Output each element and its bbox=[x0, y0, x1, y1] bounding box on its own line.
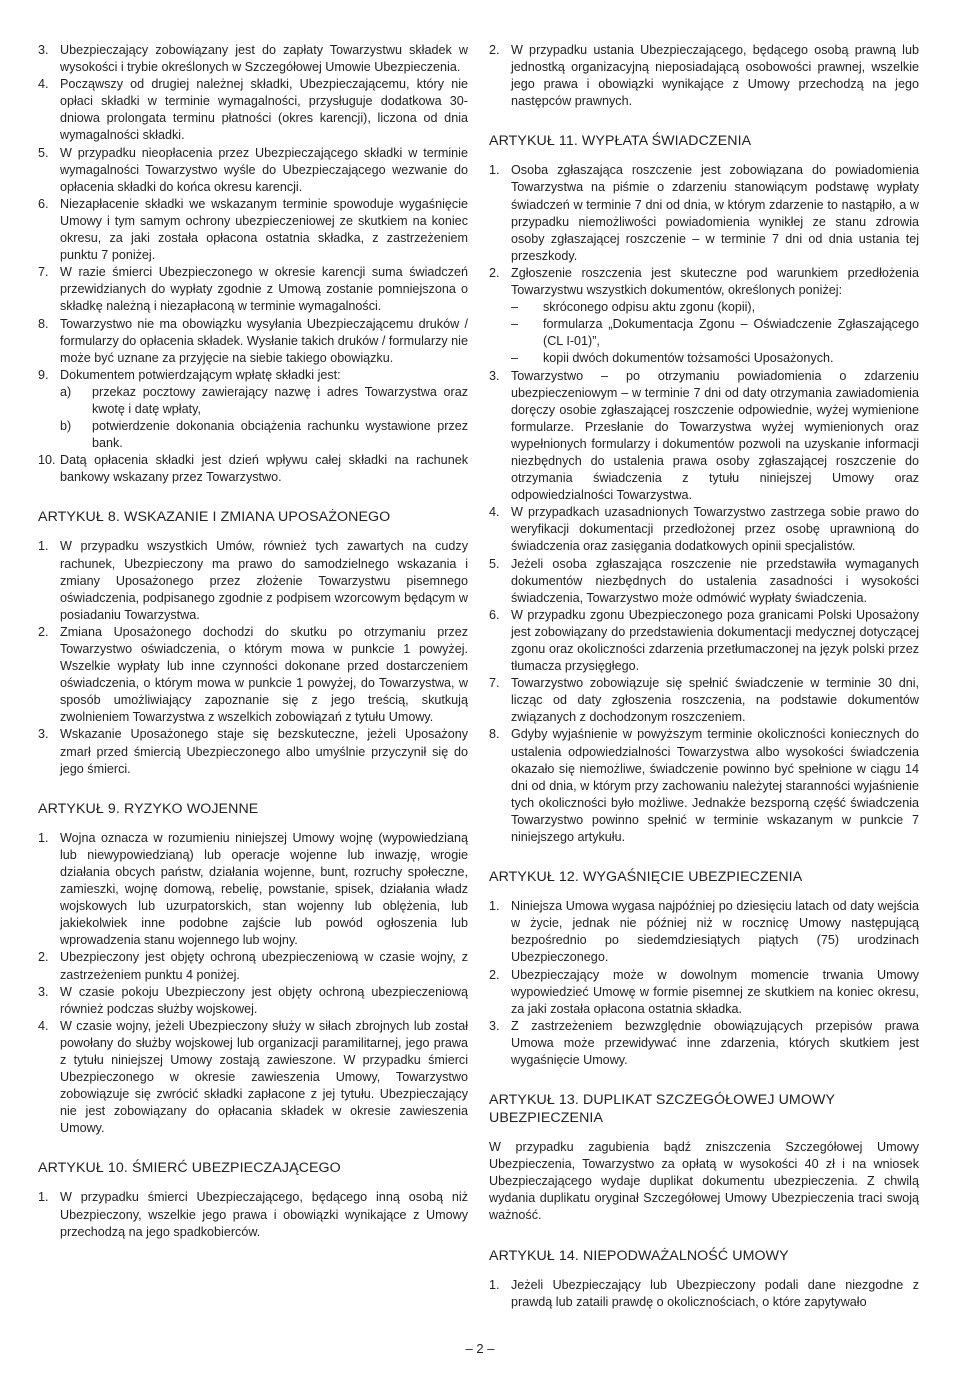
numbered-clause bbox=[489, 42, 919, 110]
clause-number: 8. bbox=[489, 727, 500, 742]
dash-list-item bbox=[489, 299, 919, 316]
clause-text: Z zastrzeżeniem bezwzględnie obowiązujących przepisów prawa Umowa może przewidywać inne zdarzenia, których skutkiem jest wygaśnięcie Umowy. bbox=[511, 1018, 919, 1067]
clause-text: Wskazanie Uposażonego staje się bezskuteczne, jeżeli Uposażony zmarł przed śmiercią Ubezpieczonego albo umyślnie przyczynił się do jego śmierci. bbox=[60, 727, 468, 776]
clause-text: Wojna oznacza w rozumieniu niniejszej Umowy wojnę (wypowiedzianą lub niewypowiedzianą) lub operacje wojenne lub inwazję, wrogie działania obcych państw, działania wojenne, bunt, rozruchy społeczne, zamieszki, wojnę domową, rebelię, powstanie, spisek, działania władz wojskowych lub uzurpatorskich, stan wojenny lub oblężenia, lub jakiekolwiek inne podobne zajście lub powód ogłoszenia lub wprowadzenia stanu wojennego lub wojny. bbox=[60, 830, 468, 948]
article-heading: ARTYKUŁ 14. NIEPODWAŻALNOŚĆ UMOWY bbox=[489, 1247, 789, 1264]
numbered-clause bbox=[38, 42, 468, 76]
sub-clause bbox=[38, 384, 468, 418]
sub-clause bbox=[38, 418, 468, 452]
clause-number: 3. bbox=[489, 368, 500, 383]
dash-list-item bbox=[489, 350, 919, 367]
clause-text: Datą opłacenia składki jest dzień wpływu całej składki na rachunek bankowy wskazany przez Towarzystwo. bbox=[60, 453, 468, 485]
numbered-clause bbox=[489, 162, 919, 265]
clause-text: W czasie pokoju Ubezpieczony jest objęty ochroną ubezpieczeniową również podczas służby wojskowej. bbox=[60, 984, 468, 1016]
clause-number: 6. bbox=[38, 196, 49, 211]
clause-text: Niniejsza Umowa wygasa najpóźniej po dziesięciu latach od daty wejścia w życie, jednak nie później niż w rocznicę Umowy następującą bezpośrednio po siedemdziesiątych piątych (75) urodzinach Ubezpieczonego. bbox=[511, 899, 919, 965]
numbered-clause bbox=[38, 1189, 468, 1240]
clause-number: 2. bbox=[489, 43, 500, 57]
clause-number: 6. bbox=[489, 607, 500, 622]
clause-text: W przypadku śmierci Ubezpieczającego, będącego inną osobą niż Ubezpieczony, wszelkie jego prawa i obowiązki wynikające z Umowy przechodzą na jego spadkobierców. bbox=[60, 1190, 468, 1239]
clause-text: Zmiana Uposażonego dochodzi do skutku po otrzymaniu przez Towarzystwo oświadczenia, o którym mowa w punkcie 1 powyżej. Wszelkie wypłaty lub inne czynności dokonane przed dostarczeniem oświadczenia, o którym mowa w punkcie 1 powyżej, do Towarzystwa, w sposób umożliwiający zapoznanie się z jego treścią, skutkują zwolnieniem Towarzystwa z wszelkich zobowiązań z tytułu Umowy. bbox=[60, 624, 468, 725]
article-heading: ARTYKUŁ 9. RYZYKO WOJENNE bbox=[38, 800, 259, 817]
numbered-clause bbox=[489, 556, 919, 607]
numbered-clause bbox=[489, 607, 919, 675]
clause-text: Ubezpieczający zobowiązany jest do zapłaty Towarzystwu składek w wysokości i trybie określonych w Szczegółowej Umowie Ubezpieczenia. bbox=[60, 43, 468, 75]
clause-number: 1. bbox=[489, 163, 500, 178]
clause-text: Towarzystwo nie ma obowiązku wysyłania Ubezpieczającemu druków / formularzy do opłacenia składek. Wysłanie takich druków / formularzy nie może być uznane za przyjęcie na siebie takiego obowiązku. bbox=[60, 316, 468, 365]
numbered-clause bbox=[38, 264, 468, 315]
numbered-clause bbox=[38, 624, 468, 727]
clause-text: W przypadku ustania Ubezpieczającego, będącego osobą prawną lub jednostką organizacyjną nieposiadającą osobowości prawnej, wszelkie jego prawa i obowiązki wynikające z Umowy przechodzą na jego następców prawnych. bbox=[511, 43, 919, 109]
article-heading: ARTYKUŁ 13. DUPLIKAT SZCZEGÓŁOWEJ UMOWY UBEZPIECZENIA bbox=[489, 1092, 835, 1127]
clause-number: 7. bbox=[489, 676, 500, 691]
clause-number: – bbox=[511, 300, 519, 315]
clause-text: Towarzystwo zobowiązuje się spełnić świadczenie w terminie 30 dni, licząc od daty zgłoszenia roszczenia, na podstawie dokumentów związanych z dochodzonym roszczeniem. bbox=[511, 676, 919, 725]
clause-number: 5. bbox=[489, 556, 500, 571]
numbered-clause bbox=[38, 830, 468, 950]
article-heading: ARTYKUŁ 10. ŚMIERĆ UBEZPIECZAJĄCEGO bbox=[38, 1160, 341, 1177]
paragraph: W przypadku zagubienia bądź zniszczenia Szczegółowej Umowy Ubezpieczenia, Towarzystwo za opłatą w wysokości 40 zł i na wniosek Ubezpieczającego wydaje duplikat dokumentu ubezpieczenia. Z chwilą wydania duplikatu oryginał Szczegółowej Umowy Ubezpieczenia traci swoją ważność. bbox=[489, 1140, 919, 1223]
clause-text: W przypadku zgonu Ubezpieczonego poza granicami Polski Uposażony jest zobowiązany do przedstawienia dokumentacji medycznej dotyczącej zgonu oraz okoliczności zdarzenia przetłumaczonej na język polski przez tłumacza przysięgłego. bbox=[511, 607, 919, 674]
clause-text: skróconego odpisu aktu zgonu (kopii), bbox=[543, 300, 756, 315]
page-number: – 2 – bbox=[465, 1341, 495, 1356]
numbered-clause bbox=[489, 1277, 919, 1311]
clause-number: 7. bbox=[38, 265, 49, 280]
clause-number: 3. bbox=[38, 43, 49, 57]
clause-text: formularza „Dokumentacja Zgonu – Oświadczenie Zgłaszającego (CL I-01)”, bbox=[543, 317, 919, 349]
numbered-clause bbox=[489, 675, 919, 726]
clause-number: 1. bbox=[38, 830, 49, 845]
dash-list-item bbox=[489, 316, 919, 350]
clause-text: Gdyby wyjaśnienie w powyższym terminie okoliczności koniecznych do ustalenia odpowiedzialności Towarzystwa albo wysokości świadczenia okazało się niemożliwe, świadczenie powinno być spełnione w ciągu 14 dni od dnia, w którym przy zachowaniu należytej staranności wyjaśnienie tych okoliczności było możliwe. Jednakże bezsporną część świadczenia Towarzystwo powinno spełnić w terminie wskazanym w punkcie 7 niniejszego artykułu. bbox=[511, 727, 919, 845]
clause-number: 4. bbox=[489, 505, 500, 520]
clause-number: – bbox=[511, 351, 519, 366]
clause-number: 10. bbox=[38, 453, 56, 468]
clause-text: Jeżeli osoba zgłaszająca roszczenie nie przedstawiła wymaganych dokumentów niezbędnych do ustalenia zasadności i wysokości świadczenia, Towarzystwo może odmówić wypłaty świadczenia. bbox=[511, 556, 919, 605]
clause-number: 9. bbox=[38, 367, 49, 382]
article-heading: ARTYKUŁ 12. WYGAŚNIĘCIE UBEZPIECZENIA bbox=[489, 869, 803, 886]
numbered-clause bbox=[38, 196, 468, 264]
clause-number: 2. bbox=[489, 967, 500, 982]
clause-number: a) bbox=[60, 384, 72, 399]
numbered-clause bbox=[38, 1018, 468, 1138]
clause-number: 5. bbox=[38, 145, 49, 160]
right-column bbox=[489, 42, 919, 1311]
clause-text: Jeżeli Ubezpieczający lub Ubezpieczony podali dane niezgodne z prawdą lub zataili prawdę o okolicznościach, o które zapytywało bbox=[511, 1277, 919, 1309]
clause-text: W czasie wojny, jeżeli Ubezpieczony służy w siłach zbrojnych lub został powołany do służby wojskowej lub organizacji paramilitarnej, jego prawa z tytułu niniejszej Umowy zostają zawieszone. W przypadku śmierci Ubezpieczonego w okresie zawieszenia Umowy, Towarzystwo zobowiązuje się zwrócić składki zapłacone z jej tytułu. Ubezpieczający nie jest zobowiązany do opłacania składek w okresie zawieszenia Umowy. bbox=[60, 1018, 468, 1136]
numbered-clause bbox=[38, 316, 468, 367]
numbered-clause bbox=[38, 538, 468, 623]
numbered-clause bbox=[489, 726, 919, 846]
clause-number: 8. bbox=[38, 316, 49, 331]
clause-number: 4. bbox=[38, 77, 49, 92]
clause-text: Zgłoszenie roszczenia jest skuteczne pod warunkiem przedłożenia Towarzystwu wszystkich dokumentów, określonych poniżej: bbox=[511, 265, 919, 298]
clause-text: Ubezpieczający może w dowolnym momencie trwania Umowy wypowiedzieć Umowę w formie pisemnej ze skutkiem na koniec okresu, za jaki została opłacona ostatnia składka. bbox=[511, 967, 919, 1016]
clause-number: 2. bbox=[38, 950, 49, 965]
numbered-clause bbox=[489, 368, 919, 505]
clause-number: 3. bbox=[38, 727, 49, 742]
clause-number: b) bbox=[60, 419, 72, 434]
left-column bbox=[38, 42, 468, 1241]
numbered-clause bbox=[38, 726, 468, 777]
numbered-clause bbox=[38, 949, 468, 983]
clause-number: – bbox=[511, 317, 519, 332]
clause-number: 1. bbox=[38, 1190, 49, 1205]
clause-text: Dokumentem potwierdzającym wpłatę składki jest: bbox=[60, 367, 341, 382]
numbered-clause bbox=[489, 1018, 919, 1069]
clause-number: 1. bbox=[38, 539, 49, 554]
article-heading: ARTYKUŁ 11. WYPŁATA ŚWIADCZENIA bbox=[489, 133, 752, 150]
numbered-clause bbox=[38, 984, 468, 1018]
clause-number: 1. bbox=[489, 1277, 500, 1292]
clause-number: 3. bbox=[38, 984, 49, 999]
clause-text: Niezapłacenie składki we wskazanym terminie spowoduje wygaśnięcie Umowy i tym samym ochrony ubezpieczeniowej ze skutkiem na koniec okresu, za jaki została opłacona ostatnia składka, z zastrzeżeniem punktu 7 poniżej. bbox=[60, 196, 468, 263]
numbered-clause bbox=[489, 967, 919, 1018]
clause-text: Osoba zgłaszająca roszczenie jest zobowiązana do powiadomienia Towarzystwa na piśmie o zdarzeniu stanowiącym podstawę wypłaty świadczeń w terminie 7 dni od dnia, w którym zdarzenie to nastąpiło, a w przypadku niemożliwości powiadomienia wynikłej ze stanu zdrowia osoby zgłaszającej roszczenie – w terminie 7 dni od dnia ustania tej przeszkody. bbox=[511, 163, 919, 263]
numbered-clause bbox=[489, 504, 919, 555]
clause-text: Począwszy od drugiej należnej składki, Ubezpieczającemu, który nie opłaci składki w terminie wymagalności, przysługuje dodatkowa 30-dniowa prolongata terminu płatności (okres karencji), liczona od dnia wymagalności składki. bbox=[60, 77, 468, 143]
clause-text: kopii dwóch dokumentów tożsamości Uposażonych. bbox=[543, 351, 834, 366]
numbered-clause bbox=[489, 898, 919, 966]
numbered-clause bbox=[38, 452, 468, 486]
clause-text: W razie śmierci Ubezpieczonego w okresie karencji suma świadczeń przewidzianych do wypłaty zgodnie z Umową zostanie pomniejszona o składkę należną i niezapłaconą w terminie wymagalności. bbox=[60, 265, 468, 314]
numbered-clause bbox=[38, 145, 468, 196]
clause-text: przekaz pocztowy zawierający nazwę i adres Towarzystwa oraz kwotę i datę wpłaty, bbox=[92, 384, 468, 416]
clause-number: 4. bbox=[38, 1018, 49, 1033]
clause-text: W przypadku wszystkich Umów, również tych zawartych na cudzy rachunek, Ubezpieczony ma prawo do samodzielnego wskazania i zmiany Uposażonego przez złożenie Towarzystwu pisemnego oświadczenia, podpisanego zgodnie z podpisem wzorcowym będącym w posiadaniu Towarzystwa. bbox=[60, 539, 468, 622]
numbered-clause bbox=[38, 367, 468, 384]
clause-text: Ubezpieczony jest objęty ochroną ubezpieczeniową w czasie wojny, z zastrzeżeniem punktu 4 poniżej. bbox=[60, 950, 468, 982]
clause-text: Towarzystwo – po otrzymaniu powiadomienia o zdarzeniu ubezpieczeniowym – w terminie 7 dni od daty otrzymania zawiadomienia doręczy osobie zgłaszającej roszczenie odpowiednie, wyżej wymienione formularze. Przesłanie do Towarzystwa wyżej wymienionych oraz wypełnionych formularzy i dokumentów pozwoli na uzyskanie informacji niezbędnych do ustalenia prawa osoby zgłaszającej roszczenie do otrzymania świadczenia z tytułu niniejszej Umowy oraz odpowiedzialności Towarzystwa. bbox=[511, 368, 919, 503]
article-heading: ARTYKUŁ 8. WSKAZANIE I ZMIANA UPOSAŻONEGO bbox=[38, 509, 391, 526]
numbered-clause bbox=[489, 265, 919, 299]
clause-number: 2. bbox=[38, 624, 49, 639]
clause-text: W przypadkach uzasadnionych Towarzystwo zastrzega sobie prawo do weryfikacji dokumentacji przedłożonej przez osobę uprawnioną do świadczenia oraz zasięgania dodatkowych opinii specjalistów. bbox=[511, 505, 919, 554]
clause-text: potwierdzenie dokonania obciążenia rachunku wystawione przez bank. bbox=[92, 419, 468, 451]
clause-number: 3. bbox=[489, 1018, 500, 1033]
clause-number: 1. bbox=[489, 899, 500, 914]
clause-text: W przypadku nieopłacenia przez Ubezpieczającego składki w terminie wymagalności Towarzystwo wyśle do Ubezpieczającego wezwanie do opłacenia składki do końca okresu karencji. bbox=[60, 145, 468, 194]
numbered-clause bbox=[38, 76, 468, 144]
clause-number: 2. bbox=[489, 265, 500, 280]
